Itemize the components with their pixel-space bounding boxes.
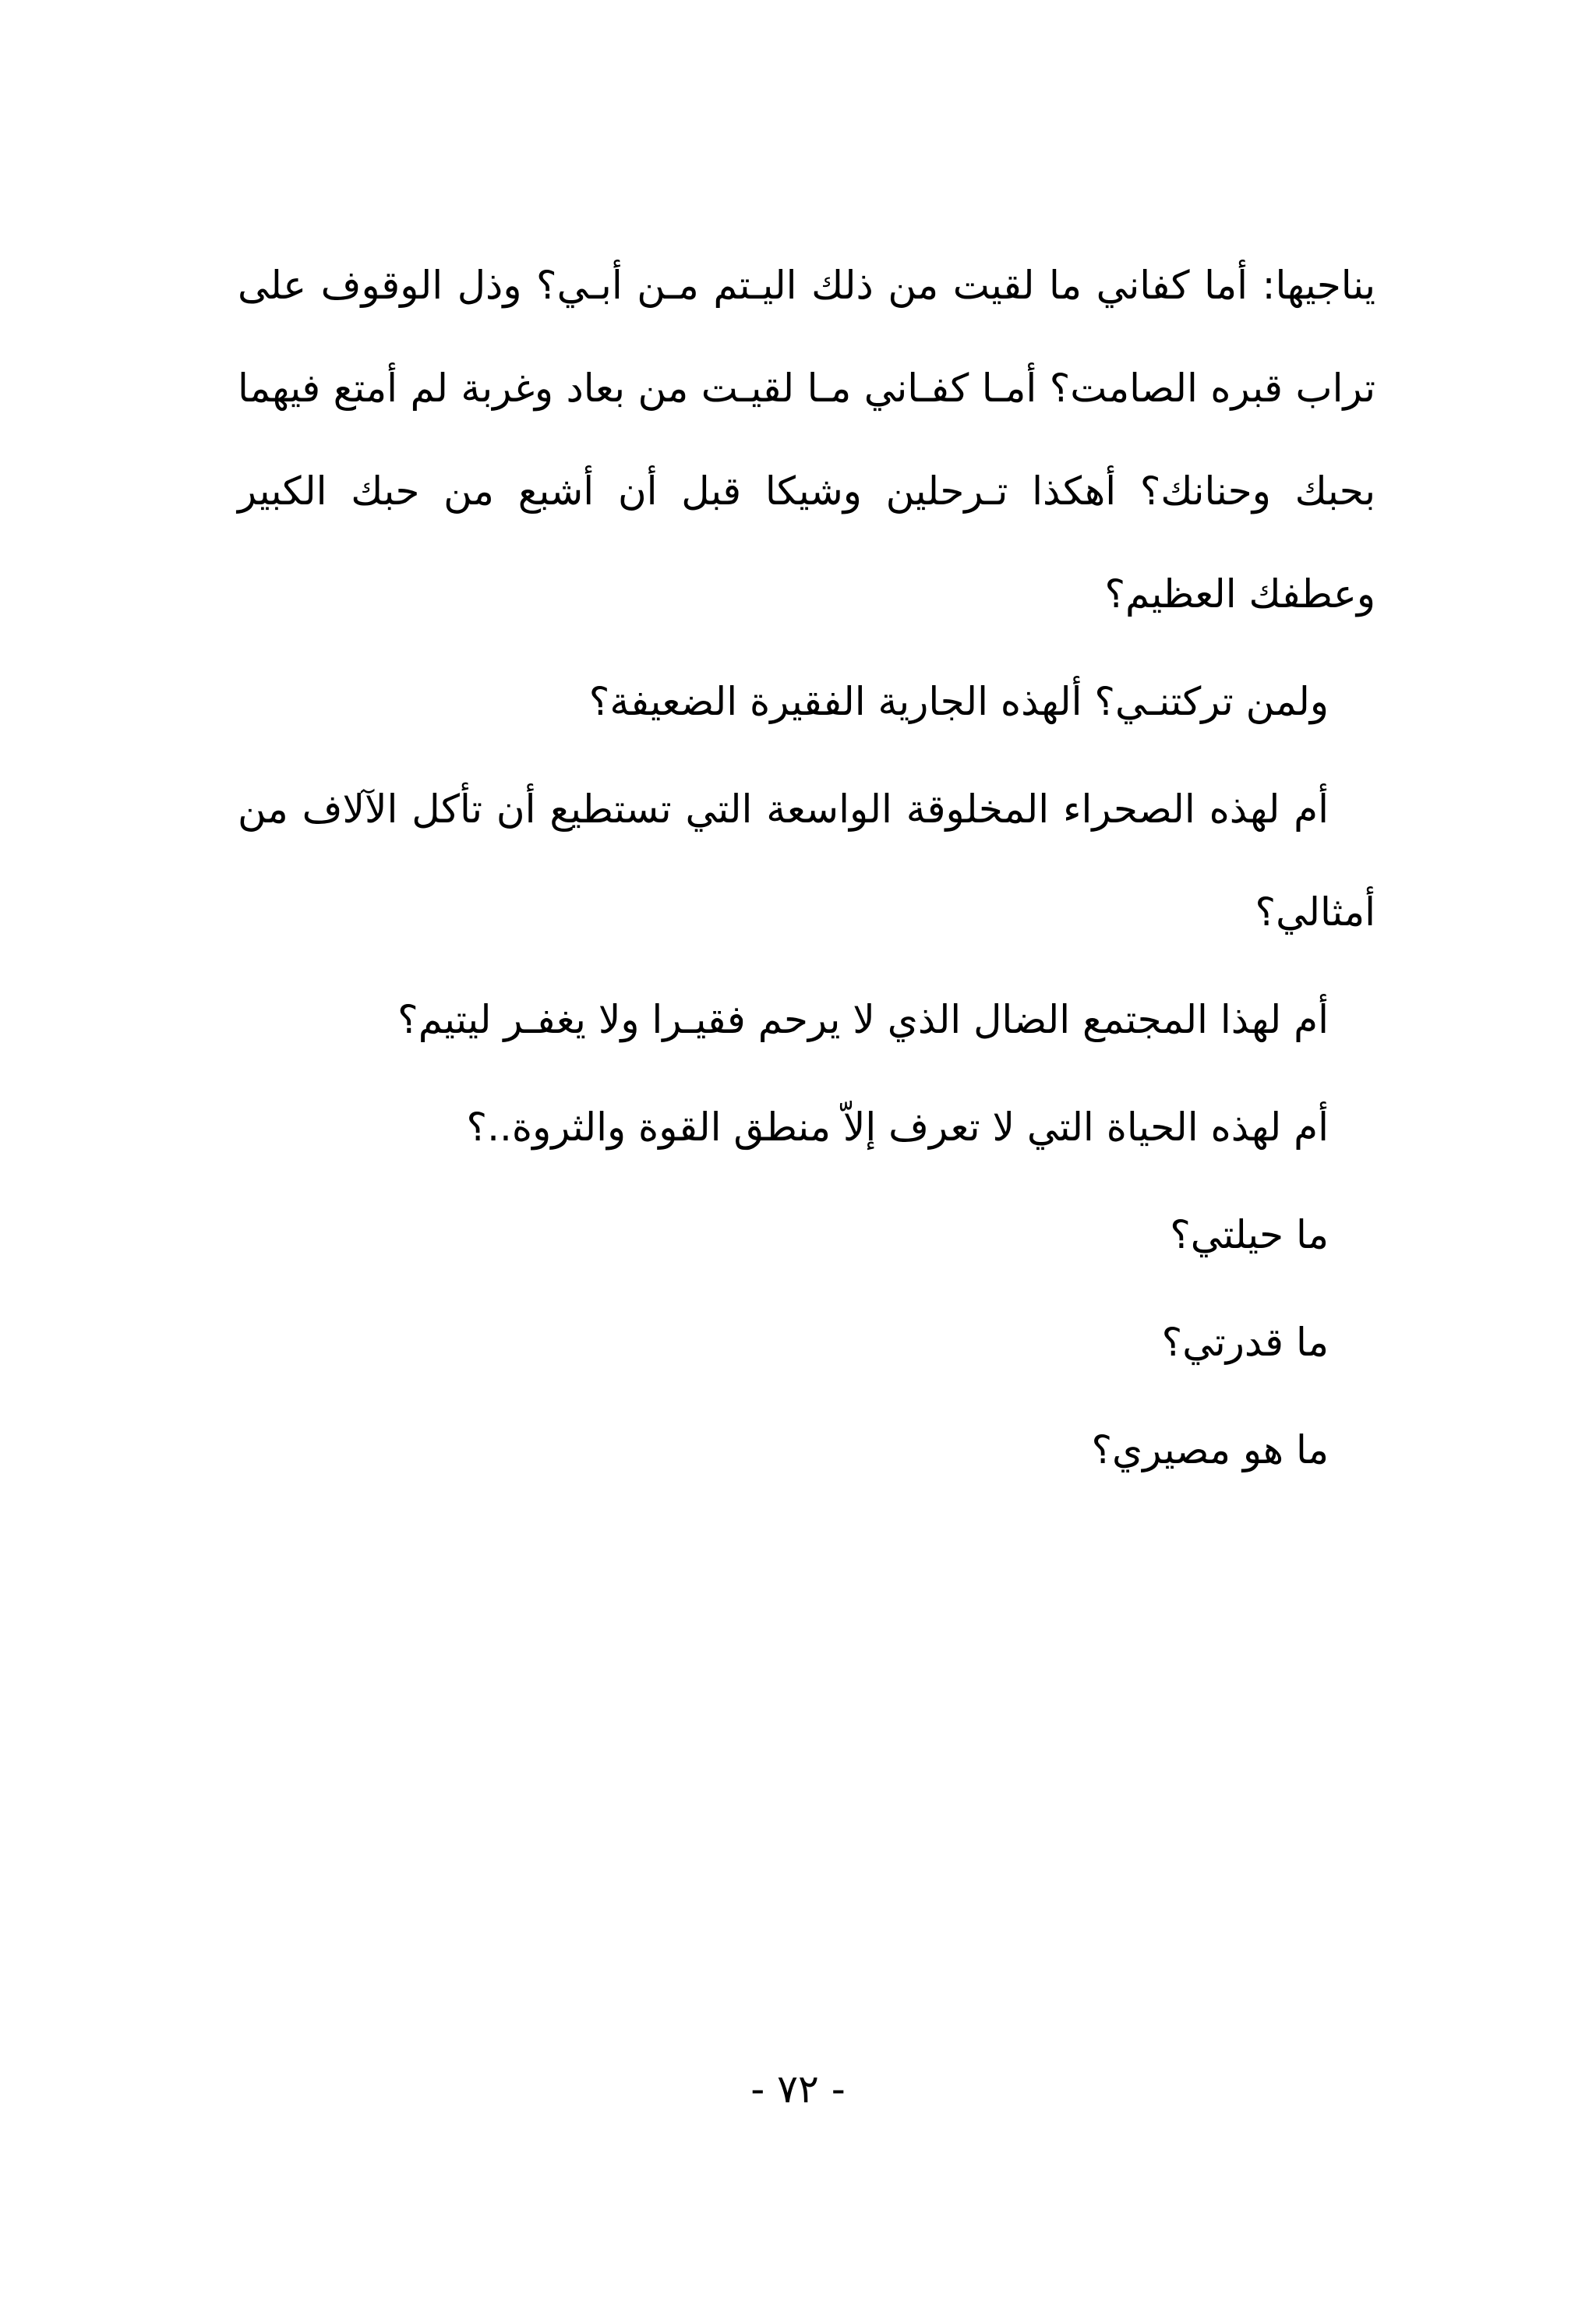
paragraph-4: أم لهذا المجتمع الضال الذي لا يرحم فقيـرا ولا يغفـر ليتيم؟ xyxy=(397,997,1329,1042)
page-number: - ٧٢ - xyxy=(750,2066,846,2112)
paragraph-8: ما هو مصيري؟ xyxy=(1091,1427,1329,1472)
paragraph-1: يناجيها: أما كفاني ما لقيت من ذلك اليـتم مـن أبـي؟ وذل الوقوف على تراب قبره الصامت؟ أمـا كفـاني مـا لقيـت من بعاد وغربة لم أمتع فيهما بحبك وحنانك؟ أهكذا تـرحلين وشيكا قبل أن أشبع من حبك الكبير وعطفك العظيم؟ xyxy=(238,263,1375,617)
paragraph-3: أم لهذه الصحراء المخلوقة الواسعة التي تستطيع أن تأكل الآلاف من أمثالي؟ xyxy=(238,787,1375,935)
paragraph-5: أم لهذه الحياة التي لا تعرف إلاّ منطق القوة والثروة..؟ xyxy=(466,1105,1329,1150)
paragraph-7: ما قدرتي؟ xyxy=(1161,1320,1329,1365)
body-text xyxy=(238,234,1375,1501)
paragraph-6: ما حيلتي؟ xyxy=(1170,1212,1329,1257)
paragraph-2: ولمن تركتنـي؟ ألهذه الجارية الفقيرة الضعيفة؟ xyxy=(588,679,1329,724)
